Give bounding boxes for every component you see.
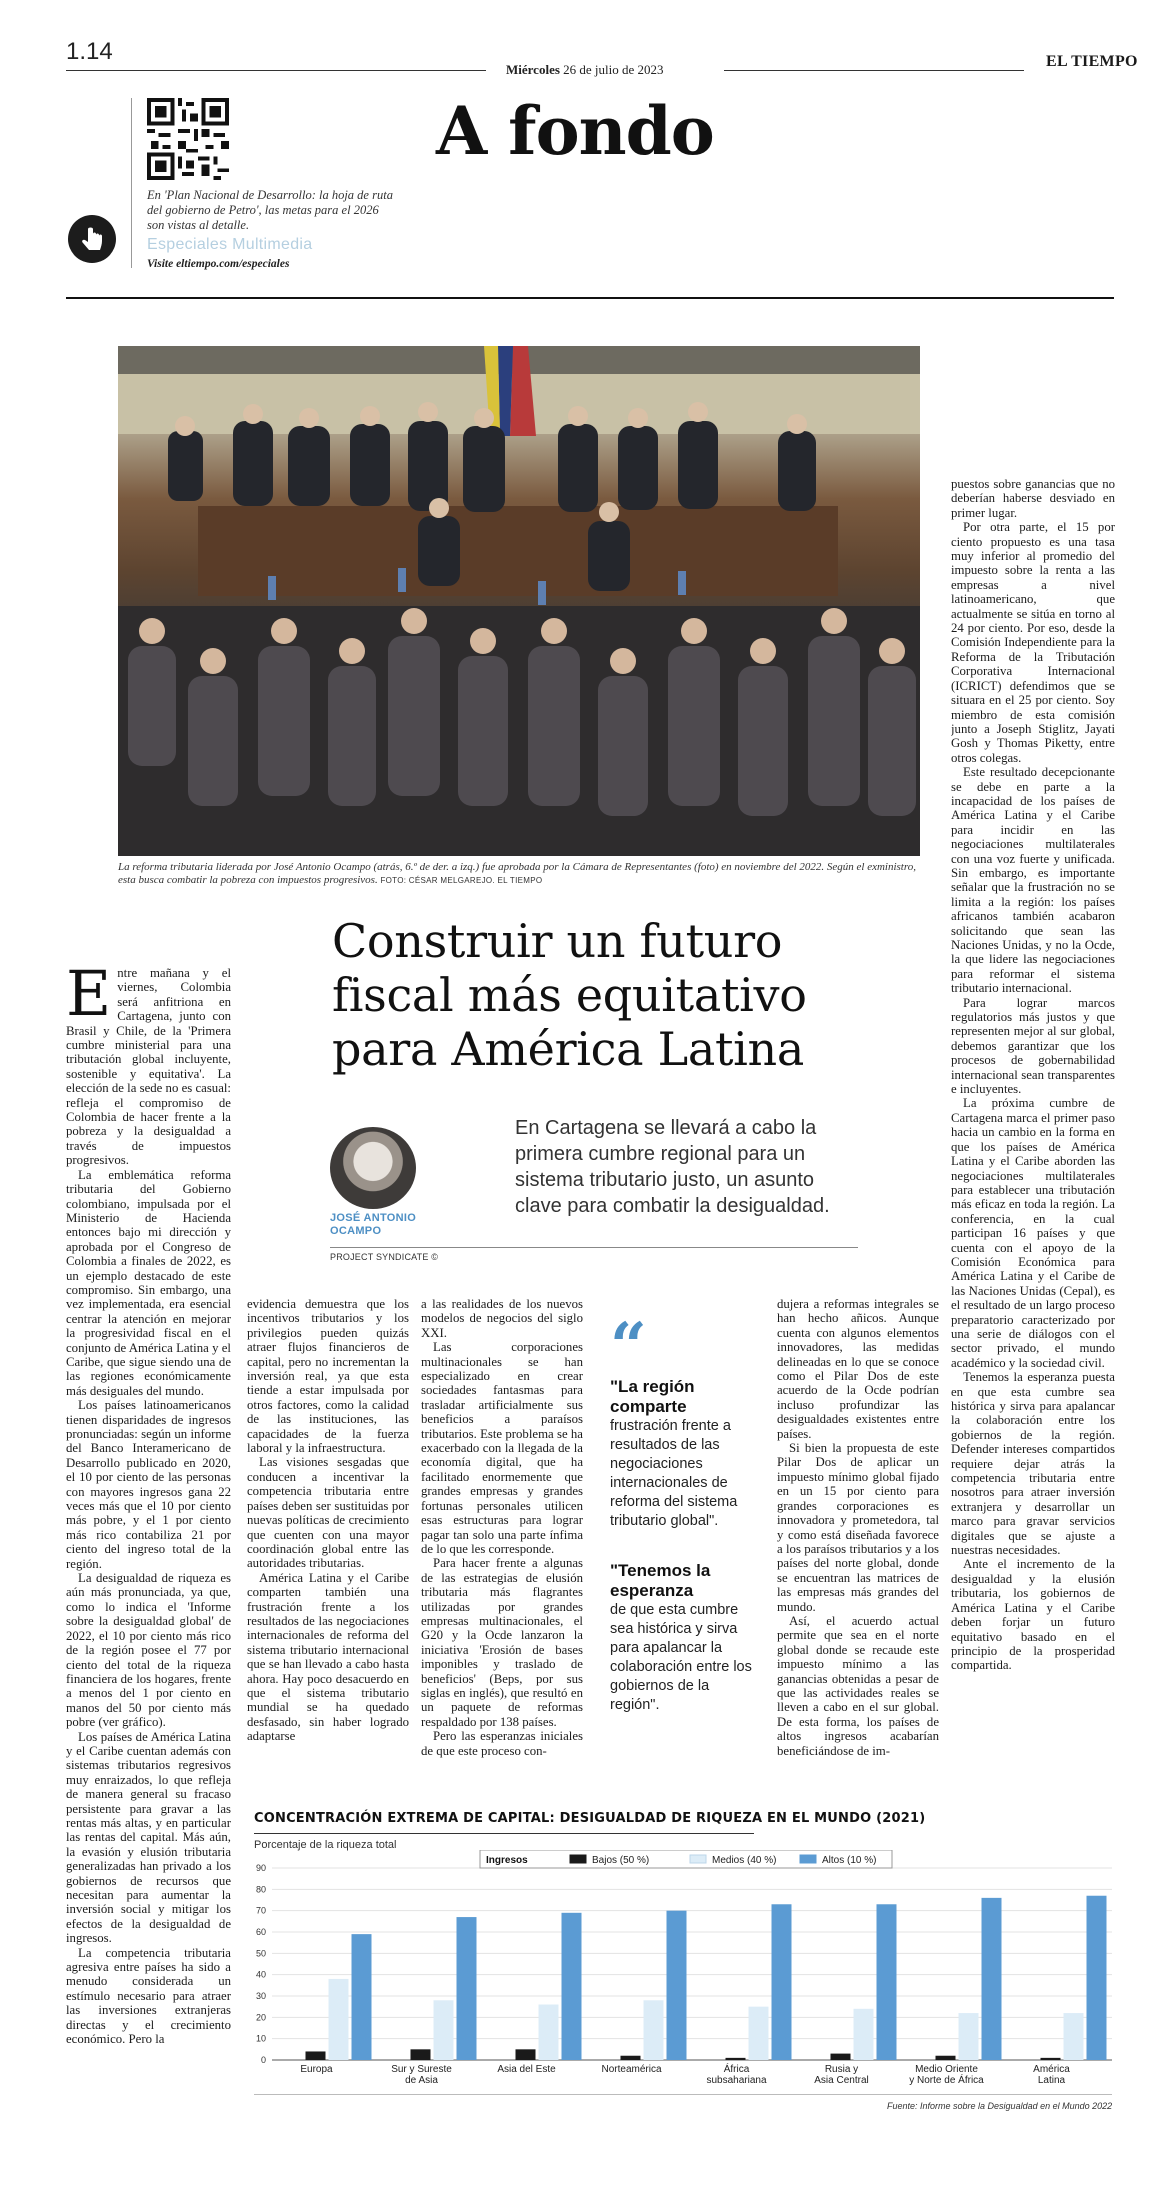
y-tick-label: 30 xyxy=(255,1991,266,2001)
newspaper-name: EL TIEMPO xyxy=(1046,53,1138,70)
header-rule-left xyxy=(66,70,486,71)
photo-caption xyxy=(118,861,920,887)
issue-date-text: 26 de julio de 2023 xyxy=(563,62,664,77)
congress-photo-illustration xyxy=(118,346,920,856)
legend-label: Medios (40 %) xyxy=(712,1855,777,1866)
byline-rule xyxy=(330,1247,858,1248)
x-tick-label: y Norte de África xyxy=(909,2075,984,2086)
bar-altos xyxy=(772,1904,792,2060)
drop-cap: E xyxy=(66,966,112,1030)
legend-label: Bajos (50 %) xyxy=(592,1855,650,1866)
y-tick-label: 20 xyxy=(255,2012,266,2023)
paragraph: Si bien la propuesta de este Pilar Dos de aplicar un impuesto mínimo global fijado en un 15 por ciento para grandes corporaciones es innovadora y prometedora, tal y como está diseñada favorece a los paraísos tributarios y a los países del norte global, donde se encuentran las matrices de las empresas más grandes del mundo. xyxy=(777,1441,939,1614)
paragraph: Ante el incremento de la desigualdad y la elusión tributaria, los gobiernos de América Latina y el Caribe deben forjar un futuro equitativo basado en el principio de la prosperidad compartida. xyxy=(951,1557,1115,1673)
paragraph: Para hacer frente a algunas de las estrategias de elusión tributaria más flagrantes utilizadas por grandes empresas multinacionales, el G20 y la Ocde lanzaron la iniciativa 'Erosión de bases imponibles y traslado de beneficios' (Beps, por sus siglas en inglés), que resultó en un paquete de reformas respaldado por 138 países. xyxy=(421,1556,583,1729)
y-tick-label: 10 xyxy=(255,2033,266,2044)
paragraph: América Latina y el Caribe comparten también una frustración frente a los resultados de las negociaciones internacionales de reforma del sistema tributario internacional que se han llevado a cabo hasta ahora. Hay poco desacuerdo en que el sistema tributario mundial se ha quedado desfasado, sin haber logrado adaptarse xyxy=(247,1570,409,1744)
qr-code-icon[interactable] xyxy=(147,98,229,180)
bar-medios xyxy=(854,2009,874,2060)
y-tick-label: 60 xyxy=(255,1927,266,1937)
section-title: A fondo xyxy=(436,92,714,170)
x-tick-label: Medio Oriente xyxy=(915,2064,978,2075)
bar-medios xyxy=(959,2013,979,2060)
bar-bajos xyxy=(726,2058,746,2060)
paragraph: Así, el acuerdo actual permite que sea en el norte global donde se recaude este impuesto mínimo a las ganancias obtenidas a pesar de que las actividades reales se lleven a cabo en el sur global. De esta forma, los países de altos ingresos acabarían beneficiándose de im- xyxy=(777,1613,939,1758)
header-rule-right xyxy=(724,70,1024,71)
paragraph: Para lograr marcos regulatorios más justos y que representen mejor al sur global, debemos garantizar que los procesos de gobernabilidad internacional sean transparentes e incluyentes. xyxy=(951,995,1115,1097)
pull-quote-2-body: de que esta cumbre sea histórica y sirva para apalancar la colaboración entre los gobiernos de la región". xyxy=(610,1602,752,1713)
paragraph: La competencia tributaria agresiva entre países ha sido a menudo considerada un estímulo necesario para atraer las inversiones extranjeras directas y el crecimiento económico. Pero la xyxy=(66,1945,231,2047)
tap-hand-icon xyxy=(68,215,116,263)
paragraph: Pero las esperanzas iniciales de que este proceso con- xyxy=(421,1729,583,1758)
paragraph: a las realidades de los nuevos modelos de negocios del siglo XXI. xyxy=(421,1297,583,1340)
y-tick-label: 80 xyxy=(255,1884,266,1895)
article-column-5 xyxy=(777,1297,939,1793)
paragraph: La emblemática reforma tributaria del Gobierno colombiano, impulsada por el Ministerio de Hacienda entonces bajo mi dirección y aprobada por el Congreso de Colombia a finales de 2022, es un ejemplo destacado de este compromiso. Sin embargo, una vez implementada, era esencial centrar la atención en mejorar la progresividad fiscal en el conjunto de América Latina y el Caribe, que sigue siendo una de las regiones económicamente más desiguales del mundo. xyxy=(66,1167,231,1398)
bar-medios xyxy=(539,2005,559,2060)
bar-altos xyxy=(457,1917,477,2060)
article-column-1 xyxy=(66,966,231,2152)
congress-photo xyxy=(118,346,920,856)
chart-title: CONCENTRACIÓN EXTREMA DE CAPITAL: DESIGUALDAD DE RIQUEZA EN EL MUNDO (2021) xyxy=(254,1811,926,1826)
x-tick-label: subsahariana xyxy=(706,2075,767,2086)
article-column-2 xyxy=(247,1297,409,1793)
x-tick-label: América xyxy=(1033,2064,1070,2075)
paragraph: Este resultado decepcionante se debe en parte a la incapacidad de los países de América Latina y el Caribe para incidir en las negociaciones multilaterales con una voz fuerte y unificada. Sin embargo, es importante señalar que la frustración no se limita a la región: los países africanos también acabaron solicitando que sean las Naciones Unidas, y no la Ocde, la que lidere las negociaciones para reformar el sistema tributario internacional. xyxy=(951,765,1115,996)
bar-altos xyxy=(667,1911,687,2060)
bar-bajos xyxy=(516,2049,536,2060)
pull-quotes xyxy=(610,1309,762,1715)
header-rule xyxy=(66,297,1114,299)
chart-bottom-rule xyxy=(254,2094,1112,2095)
paragraph: evidencia demuestra que los incentivos tributarios y los privilegios pueden quizás atraer flujos financieros de capital, pero no incrementan la inversión real, ya que esta tiende a estar impulsada por otros factores, como la calidad de las instituciones, las capacidades de la fuerza laboral y la infraestructura. xyxy=(247,1297,409,1456)
bar-altos xyxy=(982,1898,1002,2060)
y-tick-label: 70 xyxy=(255,1905,266,1916)
bar-altos xyxy=(352,1934,372,2060)
photo-caption-text: La reforma tributaria liderada por José Antonio Ocampo (atrás, 6.º de der. a izq.) fue aprobada por la Cámara de Representantes (foto) en noviembre del 2022. Según el exministro, esta busca combatir la pobreza con impuestos progresivos. xyxy=(118,861,916,886)
pull-quote-2-title: "Tenemos la esperanza xyxy=(610,1561,711,1600)
paragraph: dujera a reformas integrales se han hecho añicos. Aunque cuenta con algunos elementos innovadores, las medidas delineadas en lo que se conoce como el Pilar Dos de este acuerdo de la Ocde podrían incluso profundizar las desigualdades existentes entre países. xyxy=(777,1297,939,1441)
bar-bajos xyxy=(411,2049,431,2060)
wealth-inequality-chart xyxy=(250,1850,1120,2095)
author-name: JOSÉ ANTONIO OCAMPO xyxy=(330,1212,417,1237)
promo-divider xyxy=(131,98,132,268)
x-tick-label: Rusia y xyxy=(824,2064,859,2075)
pull-quote-1-body: frustración frente a resultados de las negociaciones internacionales de reforma del sistema tributario global". xyxy=(610,1418,738,1529)
paragraph: La desigualdad de riqueza es aún más pronunciada, ya que, como lo indica el 'Informe sobre la desigualdad global' de 2022, el 10 por ciento más rico de la región posee el 77 por ciento del total de la riqueza financiera de los hogares, frente a menos del 1 por ciento en manos del 50 por ciento más pobre (ver gráfico). xyxy=(66,1571,231,1730)
x-tick-label: Asia del Este xyxy=(497,2064,556,2075)
legend-swatch xyxy=(800,1855,816,1863)
chart-title-rule xyxy=(254,1833,754,1834)
bar-medios xyxy=(329,1979,349,2060)
issue-weekday: Miércoles xyxy=(506,62,560,77)
bar-bajos xyxy=(1041,2058,1061,2060)
chart-y-label: Porcentaje de la riqueza total xyxy=(254,1839,397,1851)
y-tick-label: 40 xyxy=(255,1969,266,1980)
y-tick-label: 50 xyxy=(255,1948,266,1959)
bar-medios xyxy=(434,2000,454,2060)
promo-text: En 'Plan Nacional de Desarrollo: la hoja de ruta del gobierno de Petro', las metas para el 2026 son vistas al detalle. xyxy=(147,188,393,232)
x-tick-label: Sur y Sureste xyxy=(391,2064,452,2075)
bar-medios xyxy=(749,2007,769,2060)
issue-date xyxy=(506,62,664,78)
bar-altos xyxy=(1087,1896,1107,2060)
bar-altos xyxy=(562,1913,582,2060)
x-tick-label: África xyxy=(723,2064,750,2075)
paragraph: Por otra parte, el 15 por ciento propuesto es una tasa muy inferior al promedio del impuesto sobre la renta a las empresas a nivel latinoamericano, que actualmente se sitúa en torno al 24 por ciento. Por eso, desde la Comisión Independiente para la Reforma de la Tributación Corporativa Internacional (ICRICT) defendimos que se situara en el 25 por ciento. Soy miembro de esta comisión junto a Joseph Stiglitz, Jayati Gosh y Thomas Piketty, entre otros colegas. xyxy=(951,520,1115,765)
bar-bajos xyxy=(306,2051,326,2060)
quote-mark-icon: “ xyxy=(610,1309,647,1384)
paragraph: Las corporaciones multinacionales se han especializado en crear sociedades fantasmas para trasladar artificialmente sus beneficios a paraísos tributarios. Este problema se ha exacerbado con la llegada de la economía digital, que ha facilitado enormemente que grandes empresas y grandes fortunas personales utilicen esas estructuras para lograr pagar tan solo una parte ínfima de lo que les corresponde. xyxy=(421,1340,583,1556)
paragraph: Tenemos la esperanza puesta en que esta cumbre sea histórica y sirva para apalancar la colaboración entre los gobiernos de la región. Defender intereses compartidos requiere dejar atrás la competencia tributaria entre nosotros para atraer inversión extranjera y desarrollar un marco para gravar servicios digitales que se ajuste a nuestras necesidades. xyxy=(951,1370,1115,1558)
bar-medios xyxy=(644,2000,664,2060)
bar-altos xyxy=(877,1904,897,2060)
bar-bajos xyxy=(936,2056,956,2060)
article-column-6 xyxy=(951,477,1115,1789)
legend-title: Ingresos xyxy=(486,1855,528,1866)
bar-medios xyxy=(1064,2013,1084,2060)
x-tick-label: Latina xyxy=(1037,2075,1066,2086)
y-tick-label: 90 xyxy=(255,1863,266,1873)
paragraph: Las visiones sesgadas que conducen a incentivar la competencia tributaria entre países deben ser sustituidas por nuevas políticas de crecimiento que cuenten con una mayor coordinación global entre las autoridades tributarias. xyxy=(247,1455,409,1571)
paragraph: ntre mañana y el viernes, Colombia será anfitriona en Cartagena, junto con Brasil y Chile, de la 'Primera cumbre ministerial para una tributación global incluyente, sostenible y equitativa'. La elección de la sede no es casual: refleja el compromiso de Colombia de hacer frente a la pobreza y la desigualdad a través de impuestos progresivos. xyxy=(66,966,231,1168)
bar-bajos xyxy=(831,2054,851,2060)
chart-source: Fuente: Informe sobre la Desigualdad en el Mundo 2022 xyxy=(887,2101,1113,2111)
pull-quote-1-title: "La región comparte xyxy=(610,1377,695,1416)
page-number: 1.14 xyxy=(66,38,113,65)
x-tick-label: de Asia xyxy=(405,2075,438,2086)
article-lead: En Cartagena se llevará a cabo la primera cumbre regional para un sistema tributario justo, un asunto clave para combatir la desigualdad. xyxy=(515,1117,830,1217)
x-tick-label: Europa xyxy=(300,2064,333,2075)
x-tick-label: Norteamérica xyxy=(601,2064,662,2075)
agency-credit: PROJECT SYNDICATE © xyxy=(330,1252,439,1262)
paragraph: Los países latinoamericanos tienen disparidades de ingresos pronunciadas: según un informe del Banco Interamericano de Desarrollo publicado en 2020, el 10 por ciento de las personas con mayores ingresos gana 22 veces más que el 10 por ciento más pobre, y el 1 por ciento más rico contabiliza 21 por ciento del ingreso total de la región. xyxy=(66,1398,231,1571)
legend-swatch xyxy=(570,1855,586,1863)
x-tick-label: Asia Central xyxy=(814,2075,869,2086)
bar-bajos xyxy=(621,2056,641,2060)
paragraph: puestos sobre ganancias que no deberían haberse desviado en primer lugar. xyxy=(951,477,1115,520)
article-headline: Construir un futuro fiscal más equitativo para América Latina xyxy=(332,914,807,1076)
paragraph: Los países de América Latina y el Caribe cuentan además con sistemas tributarios regresivos muy enraizados, lo que refleja de manera general su fracaso persistente para gravar a las rentas más altas, y en particular las rentas del capital. Más aún, la evasión y elusión tributaria generalizadas han privado a los gobiernos de recursos que necesitan para aumentar la inversión social y mitigar los efectos de la desigualdad de ingresos. xyxy=(66,1729,231,1946)
photo-credit: FOTO: CÉSAR MELGAREJO. EL TIEMPO xyxy=(380,876,543,885)
article-column-3 xyxy=(421,1297,583,1793)
author-avatar xyxy=(330,1127,416,1209)
legend-swatch xyxy=(690,1855,706,1863)
promo-link[interactable]: Visite eltiempo.com/especiales xyxy=(147,258,290,270)
promo-multimedia-label: Especiales Multimedia xyxy=(147,236,313,253)
y-tick-label: 0 xyxy=(260,2055,266,2065)
legend-label: Altos (10 %) xyxy=(822,1855,877,1866)
paragraph: La próxima cumbre de Cartagena marca el primer paso hacia un cambio en la forma en que los países de América Latina y el Caribe aborden las negociaciones multilaterales para establecer una tributación más eficaz en toda la región. La conferencia, en la cual participan 16 países y que cuenta con el apoyo de la Comisión Económica para América Latina y el Caribe de las Naciones Unidas (Cepal), es el resultado de un largo proceso preparatorio caracterizado por una serie de diálogos con el sector privado, el mundo académico y la sociedad civil. xyxy=(951,1096,1115,1370)
